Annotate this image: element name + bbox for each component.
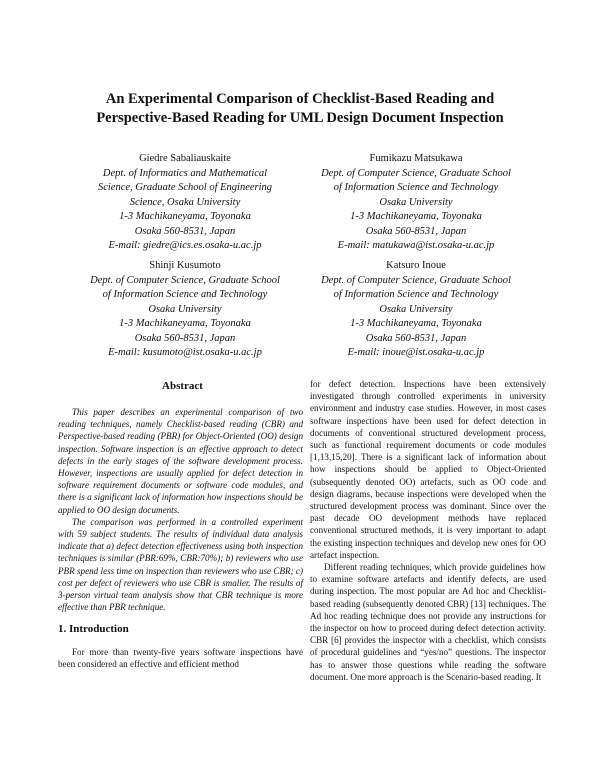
author-block-3 bbox=[55, 259, 315, 361]
author-address-line: 1-3 Machikaneyama, Toyonaka bbox=[119, 211, 251, 222]
title-line-2: Perspective-Based Reading for UML Design Document Inspection bbox=[96, 110, 504, 126]
author-affiliation-line: Dept. of Computer Science, Graduate School bbox=[321, 167, 511, 179]
author-affiliation-line: Osaka University bbox=[379, 303, 453, 315]
section-heading-introduction: 1. Introduction bbox=[58, 623, 129, 636]
author-affiliation-line: Science, Graduate School of Engineering bbox=[97, 182, 273, 193]
body-paragraph-2: Different reading techniques, which provide guidelines how to examine software artefacts and identify defects, are used during inspection. The most popular are Ad hoc and Checklist-based reading (subsequently denoted CBR) [13] techniques. The Ad hoc reading technique does not provide any instructions for the inspector on how to proceed during defect detection activity. CBR [6] provides the inspector with a checklist, which consists of procedural guidelines and “yes/no” questions. The inspector has to answer those questions while reading the software document. One more approach is the Scenario-based reading. It bbox=[310, 562, 546, 682]
intro-paragraph-1: For more than twenty-five years software inspections have been considered an effective and efficient method bbox=[58, 646, 303, 669]
author-block-2 bbox=[286, 152, 546, 254]
author-address-line: 1-3 Machikaneyama, Toyonaka bbox=[350, 318, 482, 329]
author-affiliation-line: Science, Osaka University bbox=[129, 196, 241, 208]
body-paragraph-1: for defect detection. Inspections have been extensively investigated through controlled experiments in university environment and industry case studies. However, in most cases software inspections have been used for defect detection in documents of conventional structured development process, such as functional requirement documents or code modules [1,13,15,20]. There is a significant lack of information about how inspections should be applied to Object-Oriented (subsequently denoted OO) artefacts, such as OO code and design diagrams, because inspections were developed when the structured development process was dominant. Since over the past decade OO development methods have replaced conventional structured methods, it is very important to adapt the existing inspection techniques and develop new ones for OO artefact inspection. bbox=[310, 379, 546, 560]
abstract-paragraph-2: The comparison was performed in a controlled experiment with 59 subject students. The results of individual data analysis indicate that a) defect detection effectiveness using both inspection techniques is similar (PBR:69%, CBR:70%); b) reviewers who use PBR spend less time on inspection than reviewers who use CBR; c) cost per defect of reviewers who use CBR is smaller. The results of 3-person virtual team analysis show that CBR technique is more effective than PBR technique. bbox=[58, 516, 303, 613]
author-email: E-mail: inoue@ist.osaka-u.ac.jp bbox=[347, 347, 485, 358]
title-line-1: An Experimental Comparison of Checklist-Based Reading and bbox=[105, 91, 495, 107]
right-column bbox=[310, 378, 546, 683]
author-address-line: 1-3 Machikaneyama, Toyonaka bbox=[350, 211, 482, 222]
author-address-line: Osaka 560-8531, Japan bbox=[365, 332, 467, 344]
author-name: Giedre Sabaliauskaite bbox=[139, 153, 231, 164]
author-affiliation-line: Osaka University bbox=[379, 196, 453, 208]
author-email: E-mail: giedre@ics.es.osaka-u.ac.jp bbox=[108, 240, 262, 251]
author-affiliation-line: of Information Science and Technology bbox=[333, 289, 499, 300]
abstract-paragraph-1: This paper describes an experimental comparison of two reading techniques, namely Checklist-based reading (CBR) and Perspective-based reading (PBR) for Object-Oriented (OO) design inspection. Software inspection is an effective approach to detect defects in the early stages of the software development process. However, inspections are usually applied for defect detection in software requirement documents or software code modules, and there is a significant lack of information how inspections should be applied to OO design documents. bbox=[58, 407, 303, 515]
abstract-heading: Abstract bbox=[162, 380, 203, 392]
author-email: E-mail: matukawa@ist.osaka-u.ac.jp bbox=[337, 240, 495, 251]
author-affiliation-line: Dept. of Computer Science, Graduate School bbox=[90, 274, 280, 286]
author-email: E-mail: kusumoto@ist.osaka-u.ac.jp bbox=[108, 347, 262, 358]
author-address-line: Osaka 560-8531, Japan bbox=[134, 332, 236, 344]
author-affiliation-line: Dept. of Informatics and Mathematical bbox=[102, 167, 268, 179]
paper-title bbox=[40, 90, 560, 128]
author-affiliation-line: Dept. of Computer Science, Graduate School bbox=[321, 274, 511, 286]
author-block-4 bbox=[286, 259, 546, 361]
author-affiliation-line: of Information Science and Technology bbox=[102, 289, 268, 300]
author-name: Shinji Kusumoto bbox=[149, 260, 221, 271]
author-address-line: Osaka 560-8531, Japan bbox=[365, 225, 467, 237]
author-address-line: 1-3 Machikaneyama, Toyonaka bbox=[119, 318, 251, 329]
author-name: Katsuro Inoue bbox=[386, 260, 446, 271]
author-affiliation-line: Osaka University bbox=[148, 303, 222, 315]
author-name: Fumikazu Matsukawa bbox=[369, 153, 463, 164]
author-affiliation-line: of Information Science and Technology bbox=[333, 182, 499, 193]
author-address-line: Osaka 560-8531, Japan bbox=[134, 225, 236, 237]
left-column bbox=[58, 406, 303, 670]
author-block-1 bbox=[55, 152, 315, 254]
